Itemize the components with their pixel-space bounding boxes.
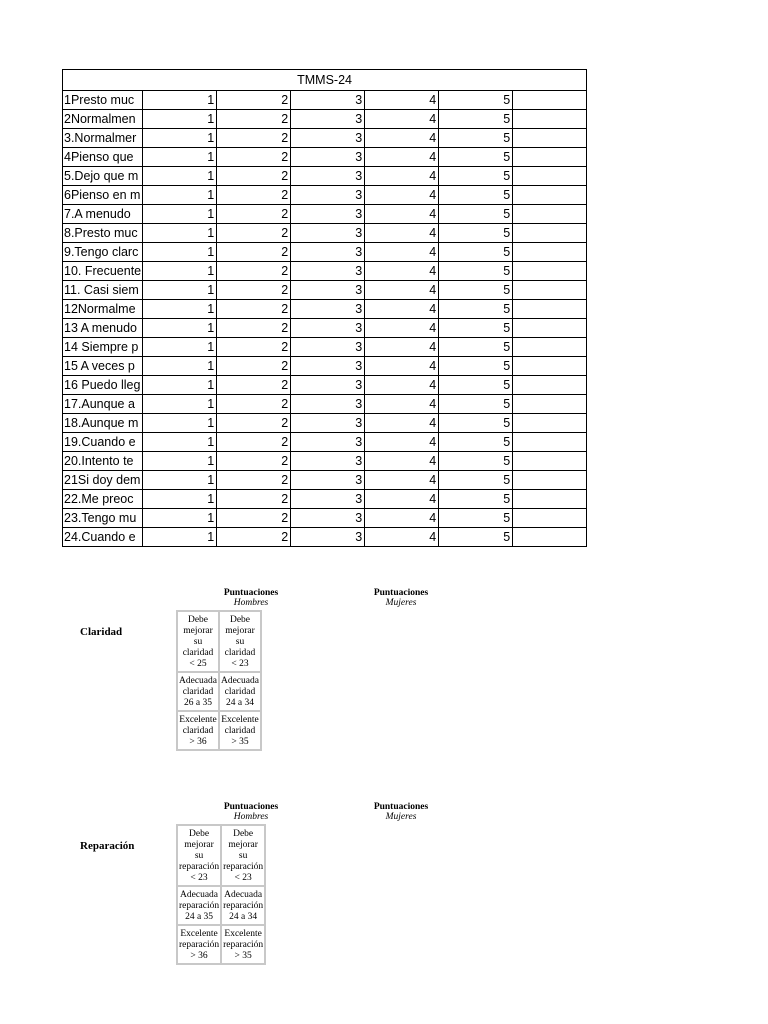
scale-cell-3[interactable]: 3 (291, 129, 365, 148)
question-cell[interactable]: 5.Dejo que m (63, 167, 143, 186)
question-cell[interactable]: 7.A menudo (63, 205, 143, 224)
empty-cell[interactable] (513, 471, 587, 490)
empty-cell[interactable] (513, 395, 587, 414)
scale-cell-4[interactable]: 4 (365, 281, 439, 300)
scale-cell-1[interactable]: 1 (143, 281, 217, 300)
reparacion-label: Reparación (80, 840, 135, 852)
header-hombres (176, 802, 326, 822)
scale-cell-5[interactable]: 5 (439, 148, 513, 167)
scale-cell-4[interactable]: 4 (365, 509, 439, 528)
score-range: 24 a 34 (229, 912, 258, 922)
scale-cell-5[interactable]: 5 (439, 300, 513, 319)
scale-cell-1[interactable]: 1 (143, 357, 217, 376)
reparacion-grid (176, 824, 266, 965)
empty-cell[interactable] (513, 186, 587, 205)
scale-cell-1[interactable]: 1 (143, 167, 217, 186)
question-cell[interactable]: 21Si doy dem (63, 471, 143, 490)
header-mujeres (326, 802, 476, 822)
scale-cell-4[interactable]: 4 (365, 129, 439, 148)
table-row (63, 224, 587, 243)
empty-cell[interactable] (513, 414, 587, 433)
scale-cell-5[interactable]: 5 (439, 129, 513, 148)
scale-cell-1[interactable]: 1 (143, 452, 217, 471)
scale-cell-3[interactable]: 3 (291, 528, 365, 547)
scale-cell-1[interactable]: 1 (143, 224, 217, 243)
question-cell[interactable]: 17.Aunque a (63, 395, 143, 414)
score-level: Debe mejorar su reparación (223, 829, 264, 872)
scale-cell-2[interactable]: 2 (217, 167, 291, 186)
claridad-grid (176, 610, 262, 751)
table-row (63, 357, 587, 376)
scale-cell-4[interactable]: 4 (365, 167, 439, 186)
scale-cell-2[interactable]: 2 (217, 376, 291, 395)
scale-cell-2[interactable]: 2 (217, 224, 291, 243)
scale-cell-1[interactable]: 1 (143, 129, 217, 148)
scale-cell-3[interactable]: 3 (291, 433, 365, 452)
table-row (63, 243, 587, 262)
header-title: Puntuaciones (223, 802, 279, 812)
table-row (63, 414, 587, 433)
empty-cell[interactable] (513, 281, 587, 300)
score-level: Adecuada claridad (220, 676, 259, 697)
score-cell-men (178, 926, 220, 963)
score-cell-women (222, 826, 264, 885)
scale-cell-1[interactable]: 1 (143, 319, 217, 338)
empty-cell[interactable] (513, 91, 587, 110)
scale-cell-5[interactable]: 5 (439, 528, 513, 547)
table-row (63, 281, 587, 300)
score-level: Adecuada reparación (223, 890, 264, 911)
scale-cell-5[interactable]: 5 (439, 224, 513, 243)
table-row (63, 167, 587, 186)
table-row (63, 205, 587, 224)
scale-cell-5[interactable]: 5 (439, 357, 513, 376)
scale-cell-4[interactable]: 4 (365, 452, 439, 471)
score-range: > 36 (190, 951, 208, 961)
scale-cell-1[interactable]: 1 (143, 490, 217, 509)
scale-cell-2[interactable]: 2 (217, 433, 291, 452)
scale-cell-1[interactable]: 1 (143, 110, 217, 129)
score-range: > 35 (234, 951, 252, 961)
scale-cell-3[interactable]: 3 (291, 110, 365, 129)
question-cell[interactable]: 8.Presto muc (63, 224, 143, 243)
score-level: Excelente claridad (221, 715, 259, 736)
score-level: Debe mejorar su claridad (224, 615, 256, 658)
empty-cell[interactable] (513, 357, 587, 376)
header-hombres (176, 588, 326, 608)
question-cell[interactable]: 12Normalme (63, 300, 143, 319)
score-row (178, 826, 264, 885)
score-cell-women (220, 673, 260, 710)
score-level: Excelente claridad (179, 715, 217, 736)
scale-cell-1[interactable]: 1 (143, 471, 217, 490)
scale-cell-1[interactable]: 1 (143, 186, 217, 205)
question-cell[interactable]: 11. Casi siem (63, 281, 143, 300)
scale-cell-3[interactable]: 3 (291, 319, 365, 338)
scale-cell-1[interactable]: 1 (143, 376, 217, 395)
question-cell[interactable]: 24.Cuando e (63, 528, 143, 547)
question-cell[interactable]: 13 A menudo (63, 319, 143, 338)
scale-cell-4[interactable]: 4 (365, 433, 439, 452)
scale-cell-5[interactable]: 5 (439, 395, 513, 414)
score-range: > 35 (231, 737, 249, 747)
question-cell[interactable]: 4Pienso que (63, 148, 143, 167)
scale-cell-2[interactable]: 2 (217, 490, 291, 509)
scale-cell-2[interactable]: 2 (217, 91, 291, 110)
score-range: 24 a 35 (185, 912, 214, 922)
scale-cell-4[interactable]: 4 (365, 243, 439, 262)
scale-cell-2[interactable]: 2 (217, 262, 291, 281)
scale-cell-3[interactable]: 3 (291, 338, 365, 357)
scale-cell-5[interactable]: 5 (439, 110, 513, 129)
header-men: Hombres (233, 812, 269, 822)
score-cell-women (220, 612, 260, 671)
scale-cell-4[interactable]: 4 (365, 319, 439, 338)
question-cell[interactable]: 19.Cuando e (63, 433, 143, 452)
scale-cell-4[interactable]: 4 (365, 395, 439, 414)
empty-cell[interactable] (513, 167, 587, 186)
empty-cell[interactable] (513, 509, 587, 528)
tmms24-table (62, 69, 587, 547)
table-row (63, 129, 587, 148)
scale-cell-4[interactable]: 4 (365, 148, 439, 167)
score-level: Adecuada claridad (179, 676, 217, 697)
scale-cell-2[interactable]: 2 (217, 186, 291, 205)
scale-cell-5[interactable]: 5 (439, 433, 513, 452)
scale-cell-2[interactable]: 2 (217, 148, 291, 167)
header-men: Hombres (233, 598, 269, 608)
empty-cell[interactable] (513, 129, 587, 148)
scale-cell-1[interactable]: 1 (143, 243, 217, 262)
score-row (178, 712, 260, 749)
scale-cell-4[interactable]: 4 (365, 376, 439, 395)
table-row (63, 110, 587, 129)
scale-cell-3[interactable]: 3 (291, 490, 365, 509)
score-level: Debe mejorar su claridad (182, 615, 214, 658)
question-cell[interactable]: 2Normalmen (63, 110, 143, 129)
scale-cell-3[interactable]: 3 (291, 471, 365, 490)
question-cell[interactable]: 10. Frecuente (63, 262, 143, 281)
empty-cell[interactable] (513, 224, 587, 243)
scale-cell-1[interactable]: 1 (143, 205, 217, 224)
table-row (63, 452, 587, 471)
score-level: Adecuada reparación (179, 890, 220, 911)
question-cell[interactable]: 14 Siempre p (63, 338, 143, 357)
scale-cell-3[interactable]: 3 (291, 509, 365, 528)
question-cell[interactable]: 1Presto muc (63, 91, 143, 110)
scale-cell-3[interactable]: 3 (291, 357, 365, 376)
table-row (63, 395, 587, 414)
score-row (178, 612, 260, 671)
table-row (63, 91, 587, 110)
empty-cell[interactable] (513, 490, 587, 509)
scale-cell-1[interactable]: 1 (143, 509, 217, 528)
scale-cell-1[interactable]: 1 (143, 148, 217, 167)
header-title: Puntuaciones (373, 802, 429, 812)
scale-cell-3[interactable]: 3 (291, 414, 365, 433)
scale-cell-4[interactable]: 4 (365, 338, 439, 357)
table-row (63, 376, 587, 395)
header-women: Mujeres (385, 812, 417, 822)
empty-cell[interactable] (513, 452, 587, 471)
score-range: < 23 (234, 873, 252, 883)
score-range: < 25 (189, 659, 207, 669)
scale-cell-2[interactable]: 2 (217, 414, 291, 433)
score-range: 26 a 35 (184, 698, 212, 708)
scale-cell-3[interactable]: 3 (291, 91, 365, 110)
scale-cell-2[interactable]: 2 (217, 243, 291, 262)
score-range: > 36 (189, 737, 207, 747)
table-row (63, 338, 587, 357)
scale-cell-3[interactable]: 3 (291, 148, 365, 167)
scale-cell-3[interactable]: 3 (291, 395, 365, 414)
question-cell[interactable]: 15 A veces p (63, 357, 143, 376)
question-cell[interactable]: 18.Aunque m (63, 414, 143, 433)
scale-cell-2[interactable]: 2 (217, 452, 291, 471)
question-cell[interactable]: 20.Intento te (63, 452, 143, 471)
scale-cell-3[interactable]: 3 (291, 205, 365, 224)
score-cell-men (178, 887, 220, 924)
scale-cell-4[interactable]: 4 (365, 357, 439, 376)
scale-cell-2[interactable]: 2 (217, 319, 291, 338)
scale-cell-2[interactable]: 2 (217, 110, 291, 129)
scale-cell-1[interactable]: 1 (143, 91, 217, 110)
score-row (178, 887, 264, 924)
empty-cell[interactable] (513, 205, 587, 224)
scale-cell-2[interactable]: 2 (217, 129, 291, 148)
scale-cell-3[interactable]: 3 (291, 452, 365, 471)
question-cell[interactable]: 6Pienso en m (63, 186, 143, 205)
scale-cell-4[interactable]: 4 (365, 91, 439, 110)
scale-cell-4[interactable]: 4 (365, 110, 439, 129)
header-title: Puntuaciones (223, 588, 279, 598)
table-row (63, 186, 587, 205)
scale-cell-2[interactable]: 2 (217, 357, 291, 376)
score-row (178, 673, 260, 710)
score-cell-women (222, 887, 264, 924)
scale-cell-5[interactable]: 5 (439, 205, 513, 224)
scale-cell-5[interactable]: 5 (439, 509, 513, 528)
scale-cell-4[interactable]: 4 (365, 471, 439, 490)
claridad-label: Claridad (80, 626, 123, 638)
empty-cell[interactable] (513, 319, 587, 338)
scale-cell-1[interactable]: 1 (143, 262, 217, 281)
question-cell[interactable]: 16 Puedo lleg (63, 376, 143, 395)
scale-cell-2[interactable]: 2 (217, 205, 291, 224)
scale-cell-4[interactable]: 4 (365, 414, 439, 433)
table-row (63, 490, 587, 509)
score-row (178, 926, 264, 963)
empty-cell[interactable] (513, 110, 587, 129)
score-cell-men (178, 826, 220, 885)
header-mujeres (326, 588, 476, 608)
score-cell-women (222, 926, 264, 963)
table-row (63, 471, 587, 490)
empty-cell[interactable] (513, 338, 587, 357)
score-range: < 23 (231, 659, 249, 669)
scale-cell-5[interactable]: 5 (439, 186, 513, 205)
scale-cell-4[interactable]: 4 (365, 262, 439, 281)
scale-cell-4[interactable]: 4 (365, 300, 439, 319)
scale-cell-5[interactable]: 5 (439, 490, 513, 509)
scale-cell-5[interactable]: 5 (439, 452, 513, 471)
scale-cell-2[interactable]: 2 (217, 281, 291, 300)
empty-cell[interactable] (513, 528, 587, 547)
scale-cell-5[interactable]: 5 (439, 414, 513, 433)
scale-cell-5[interactable]: 5 (439, 91, 513, 110)
table-row (63, 300, 587, 319)
question-cell[interactable]: 9.Tengo clarc (63, 243, 143, 262)
table-row (63, 433, 587, 452)
scale-cell-1[interactable]: 1 (143, 300, 217, 319)
scale-cell-4[interactable]: 4 (365, 528, 439, 547)
scale-cell-4[interactable]: 4 (365, 224, 439, 243)
table-row (63, 262, 587, 281)
score-level: Debe mejorar su reparación (179, 829, 220, 872)
scale-cell-5[interactable]: 5 (439, 338, 513, 357)
scale-cell-4[interactable]: 4 (365, 186, 439, 205)
table-row (63, 148, 587, 167)
scale-cell-4[interactable]: 4 (365, 490, 439, 509)
score-range: 24 a 34 (225, 698, 254, 708)
scale-cell-3[interactable]: 3 (291, 186, 365, 205)
scale-cell-3[interactable]: 3 (291, 243, 365, 262)
header-women: Mujeres (385, 598, 417, 608)
scale-cell-5[interactable]: 5 (439, 262, 513, 281)
empty-cell[interactable] (513, 243, 587, 262)
table-row (63, 528, 587, 547)
scale-cell-2[interactable]: 2 (217, 395, 291, 414)
question-cell[interactable]: 3.Normalmer (63, 129, 143, 148)
score-cell-men (178, 612, 218, 671)
scale-cell-3[interactable]: 3 (291, 300, 365, 319)
score-cell-men (178, 673, 218, 710)
empty-cell[interactable] (513, 376, 587, 395)
score-range: < 23 (190, 873, 208, 883)
score-cell-women (220, 712, 260, 749)
empty-cell[interactable] (513, 300, 587, 319)
score-level: Excelente reparación (223, 929, 264, 950)
scale-cell-1[interactable]: 1 (143, 528, 217, 547)
scale-cell-3[interactable]: 3 (291, 281, 365, 300)
scale-cell-5[interactable]: 5 (439, 243, 513, 262)
scale-cell-3[interactable]: 3 (291, 167, 365, 186)
scale-cell-3[interactable]: 3 (291, 376, 365, 395)
empty-cell[interactable] (513, 433, 587, 452)
sheet-title[interactable]: TMMS-24 (63, 70, 587, 91)
table-row (63, 509, 587, 528)
table-row (63, 319, 587, 338)
scale-cell-1[interactable]: 1 (143, 395, 217, 414)
scale-cell-3[interactable]: 3 (291, 224, 365, 243)
header-title: Puntuaciones (373, 588, 429, 598)
scale-cell-2[interactable]: 2 (217, 509, 291, 528)
score-cell-men (178, 712, 218, 749)
scale-cell-2[interactable]: 2 (217, 338, 291, 357)
empty-cell[interactable] (513, 262, 587, 281)
scale-cell-5[interactable]: 5 (439, 471, 513, 490)
empty-cell[interactable] (513, 148, 587, 167)
scale-cell-1[interactable]: 1 (143, 433, 217, 452)
scale-cell-3[interactable]: 3 (291, 262, 365, 281)
scale-cell-5[interactable]: 5 (439, 167, 513, 186)
scale-cell-5[interactable]: 5 (439, 281, 513, 300)
score-level: Excelente reparación (179, 929, 220, 950)
scale-cell-2[interactable]: 2 (217, 528, 291, 547)
scale-cell-5[interactable]: 5 (439, 376, 513, 395)
scale-cell-4[interactable]: 4 (365, 205, 439, 224)
scale-cell-1[interactable]: 1 (143, 414, 217, 433)
scale-cell-5[interactable]: 5 (439, 319, 513, 338)
scale-cell-1[interactable]: 1 (143, 338, 217, 357)
question-cell[interactable]: 23.Tengo mu (63, 509, 143, 528)
scale-cell-2[interactable]: 2 (217, 471, 291, 490)
question-cell[interactable]: 22.Me preoc (63, 490, 143, 509)
scale-cell-2[interactable]: 2 (217, 300, 291, 319)
